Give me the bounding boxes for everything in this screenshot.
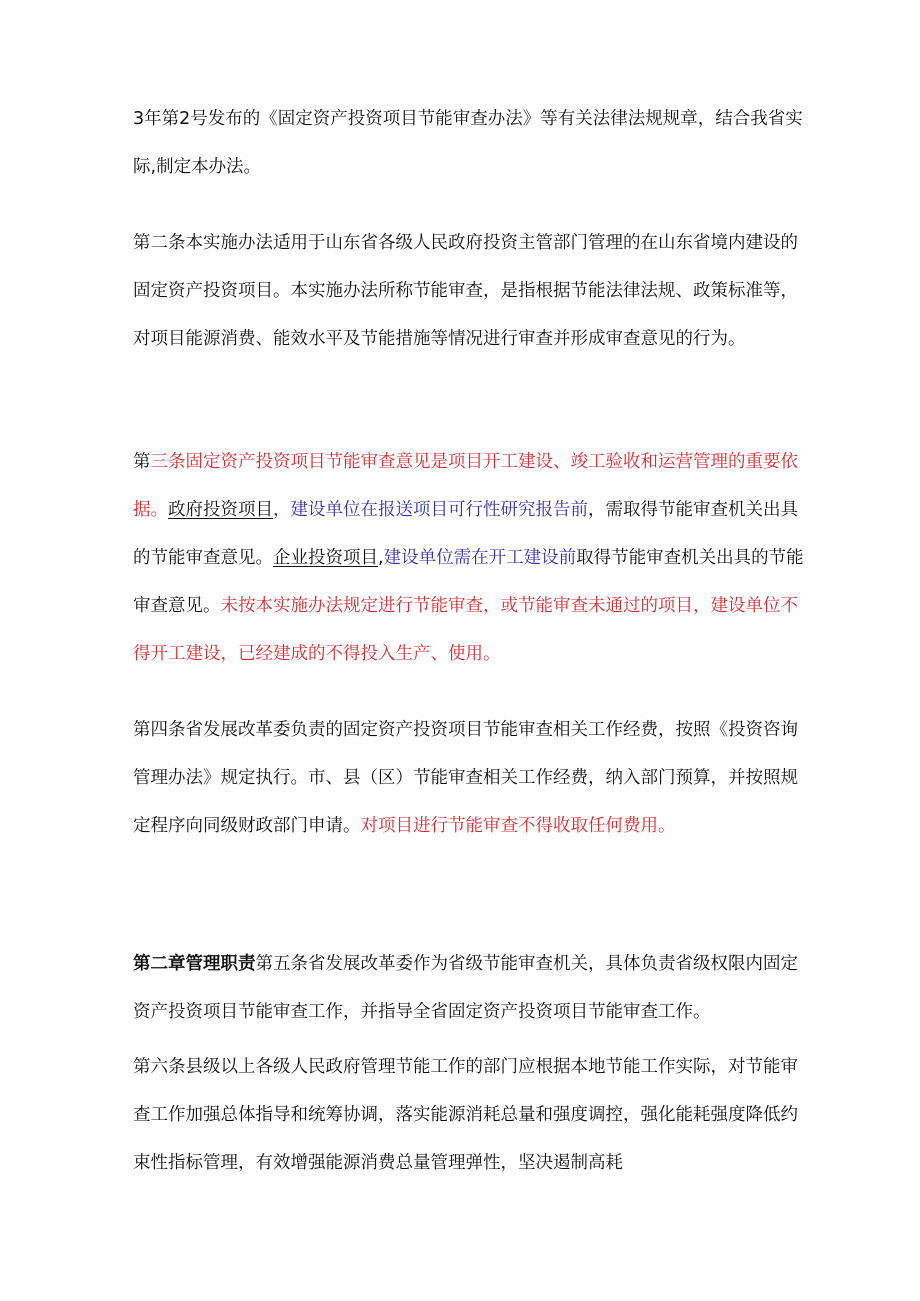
article-2-text: 第二条本实施办法适用于山东省各级人民政府投资主管部门管理的在山东省境内建设的固定资产投资项目。本实施办法所称节能审查，是指根据节能法律法规、政策标准等，对项目能源消费、能效水平及节能措施等情况进行审查并形成审查意见的行为。 xyxy=(133,233,798,349)
paragraph-intro xyxy=(133,95,805,191)
paragraph-article-4 xyxy=(133,706,805,850)
intro-text: 3年第2号发布的《固定资产投资项目节能审查办法》等有关法律法规规章，结合我省实际,制定本办法。 xyxy=(133,109,803,177)
enterprise-project-deadline: 建设单位需在开工建设前 xyxy=(383,548,577,568)
government-project-term: 政府投资项目 xyxy=(168,500,273,520)
article-3-basis-text: 三条固定资产投资项目节能审查意见是项目开工建设、竣工验收和运营管理的重要依据。 xyxy=(133,452,798,520)
article-3-comma-2: , xyxy=(378,548,384,568)
paragraph-article-3 xyxy=(133,438,805,678)
chapter-2-heading: 第二章管理职责 xyxy=(133,954,256,974)
article-6-text: 第六条县级以上各级人民政府管理节能工作的部门应根据本地节能工作实际，对节能审查工作加强总体指导和统筹协调，落实能源消耗总量和强度调控，强化能耗强度降低约束性指标管理，有效增强能源消费总量管理弹性，坚决遏制高耗 xyxy=(133,1057,798,1173)
article-3-prohibition: 未按本实施办法规定进行节能审查，或节能审查未通过的项目，建设单位不得开工建设，已经建成的不得投入生产、使用。 xyxy=(133,596,798,664)
paragraph-article-2 xyxy=(133,219,805,363)
enterprise-project-term: 企业投资项目 xyxy=(273,548,378,568)
government-project-deadline: 建设单位在报送项目可行性研究报告前 xyxy=(290,500,588,520)
enterprise-project-requirement: 取得节能审查机关出具的节能审查意见。 xyxy=(133,548,804,616)
government-project-requirement: ，需取得节能审查机关出具的节能审查意见。 xyxy=(133,500,798,568)
article-3-prefix: 第 xyxy=(133,452,151,472)
article-5-text: 第五条省发展改革委作为省级节能审查机关，具体负责省级权限内固定资产投资项目节能审查工作，并指导全省固定资产投资项目节能审查工作。 xyxy=(133,954,798,1022)
paragraph-article-6 xyxy=(133,1043,805,1187)
paragraph-chapter-2 xyxy=(133,940,805,1036)
article-4-text: 第四条省发展改革委负责的固定资产投资项目节能审查相关工作经费，按照《投资咨询管理办法》规定执行。市、县（区）节能审查相关工作经费，纳入部门预算，并按照规定程序向同级财政部门申请。 xyxy=(133,720,798,836)
article-4-no-fee: 对项目进行节能审查不得收取任何费用。 xyxy=(360,816,676,836)
article-3-comma: ， xyxy=(273,500,291,520)
